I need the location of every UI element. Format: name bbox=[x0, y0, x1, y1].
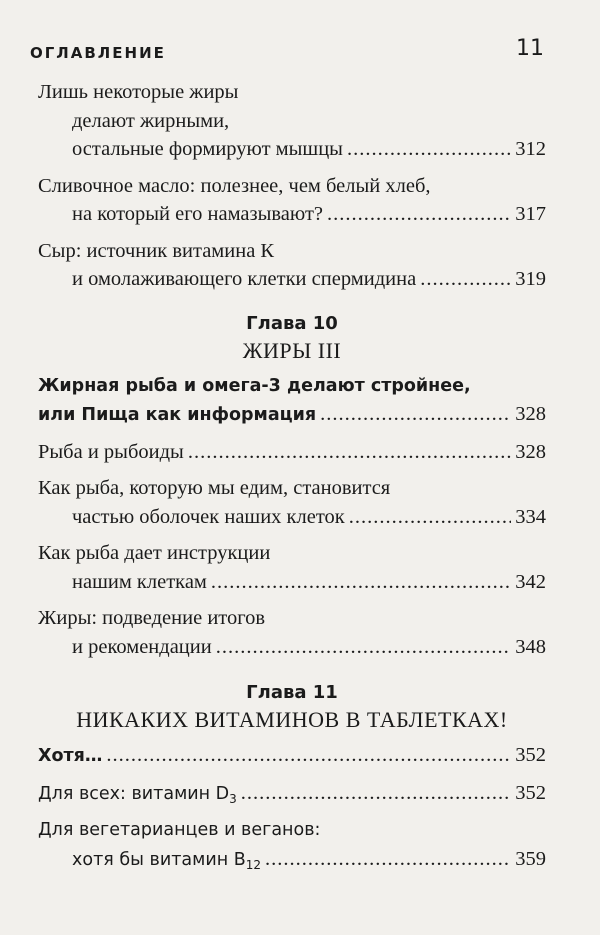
toc-entry-line: и рекомендации bbox=[72, 635, 212, 658]
toc-page-number: 328 bbox=[515, 440, 546, 463]
toc-entry-line: на который его намазывают? bbox=[72, 203, 324, 225]
toc-page-number: 312 bbox=[515, 138, 546, 160]
running-head: ОГЛАВЛЕНИЕ bbox=[30, 44, 166, 62]
toc-entry[interactable] bbox=[38, 816, 546, 874]
dot-leader bbox=[420, 265, 511, 294]
toc-entry-line: Как рыба, которую мы едим, становится bbox=[38, 477, 391, 499]
chapter-title: ЖИРЫ III bbox=[242, 337, 342, 363]
toc-entry-line: Жирная рыба и омега-3 делают стройнее, bbox=[38, 375, 471, 396]
toc-entry-line: частью оболочек наших клеток bbox=[72, 505, 345, 528]
dot-leader bbox=[320, 400, 511, 429]
dot-leader bbox=[327, 200, 511, 229]
dot-leader bbox=[106, 741, 511, 770]
toc-entry[interactable] bbox=[38, 474, 546, 531]
dot-leader bbox=[241, 779, 511, 808]
chapter-heading[interactable] bbox=[38, 681, 546, 735]
toc-entry-line: остальные формируют мышцы bbox=[72, 138, 343, 160]
toc-page-number: 352 bbox=[515, 781, 546, 804]
toc-entry-line: и омолаживающего клетки спермидина bbox=[72, 268, 417, 290]
toc-entry-line: Рыба и рыбоиды bbox=[38, 440, 184, 463]
toc-entry[interactable] bbox=[38, 372, 546, 430]
toc-entry[interactable] bbox=[38, 604, 546, 661]
toc-page-number: 334 bbox=[515, 505, 546, 528]
toc-page-number: 328 bbox=[515, 403, 546, 425]
dot-leader bbox=[349, 503, 512, 532]
toc-entry[interactable] bbox=[38, 741, 546, 771]
toc-page-number: 348 bbox=[515, 635, 546, 658]
toc-entry-line: Для всех: витамин D bbox=[38, 783, 230, 804]
subscript: 12 bbox=[245, 857, 261, 872]
toc-entry-line: Лишь некоторые жиры bbox=[38, 81, 239, 103]
toc-entry-line: Сливочное масло: полезнее, чем белый хлеб, bbox=[38, 174, 431, 197]
chapter-title: НИКАКИХ ВИТАМИНОВ В ТАБЛЕТКАХ! bbox=[76, 707, 508, 732]
toc-entry[interactable] bbox=[38, 237, 546, 294]
toc-entry-line: Хотя… bbox=[38, 746, 103, 766]
toc-entry-line: Сыр: источник витамина К bbox=[38, 239, 275, 262]
dot-leader bbox=[188, 438, 511, 467]
table-of-contents bbox=[38, 78, 546, 882]
toc-entry[interactable] bbox=[38, 438, 546, 467]
toc-page-number: 359 bbox=[515, 847, 546, 870]
dot-leader bbox=[216, 633, 512, 662]
toc-entry[interactable] bbox=[38, 539, 546, 596]
chapter-label: Глава 11 bbox=[246, 682, 338, 703]
dot-leader bbox=[211, 568, 511, 597]
toc-entry[interactable] bbox=[38, 172, 546, 229]
toc-entry-line: Как рыба дает инструкции bbox=[38, 542, 271, 564]
toc-entry-line: нашим клеткам bbox=[72, 570, 207, 593]
toc-entry[interactable] bbox=[38, 78, 546, 164]
toc-entry-line: хотя бы витамин B bbox=[72, 849, 246, 870]
toc-page-number: 342 bbox=[515, 570, 546, 593]
chapter-heading[interactable] bbox=[38, 312, 546, 366]
chapter-label: Глава 10 bbox=[246, 312, 338, 334]
toc-entry-line: или Пища как информация bbox=[38, 405, 317, 425]
toc-entry-line: делают жирными, bbox=[72, 109, 230, 132]
toc-entry-line: Для вегетарианцев и веганов: bbox=[38, 820, 321, 840]
toc-page-number: 319 bbox=[515, 268, 546, 290]
toc-entry-line: Жиры: подведение итогов bbox=[38, 607, 266, 629]
page-number: 11 bbox=[516, 36, 544, 61]
toc-page-number: 352 bbox=[515, 744, 546, 766]
toc-entry[interactable] bbox=[38, 779, 546, 809]
subscript: 3 bbox=[229, 791, 237, 806]
toc-page-number: 317 bbox=[515, 203, 546, 225]
dot-leader bbox=[347, 135, 511, 164]
dot-leader bbox=[265, 845, 511, 874]
